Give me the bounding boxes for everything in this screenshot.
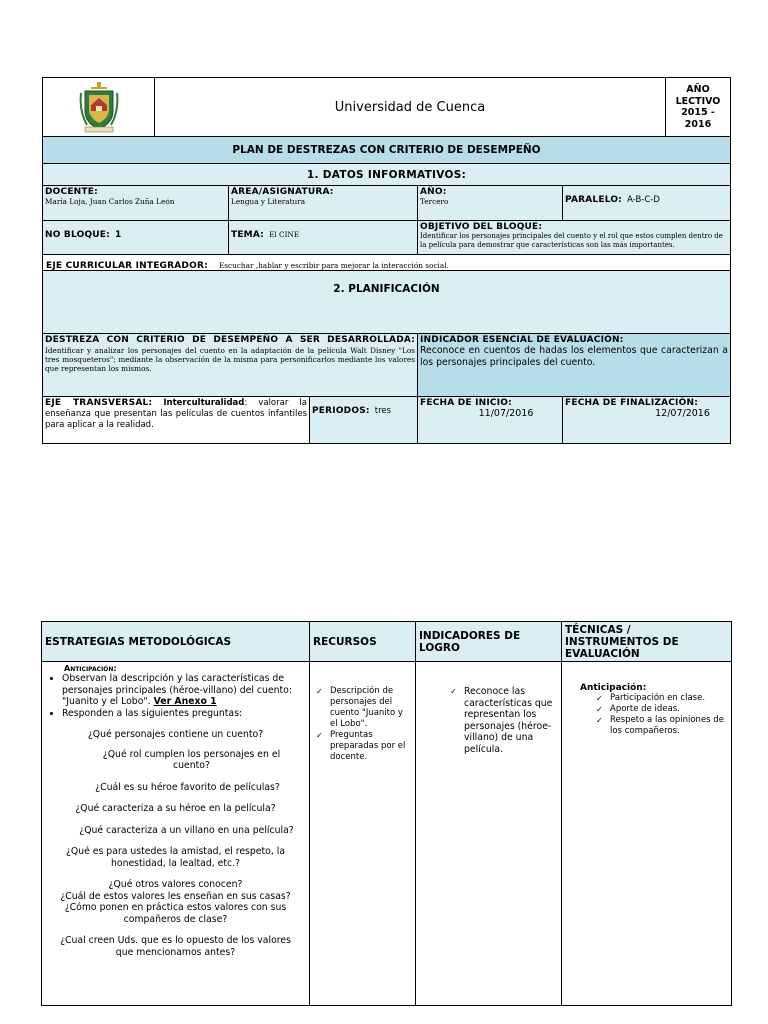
indicador-value: Reconoce en cuentos de hadas los elementos que caracterizan a los personajes principales del cuento. [420, 345, 728, 368]
fecha-inicio-label: FECHA DE INICIO: [420, 398, 512, 408]
indicadores-column [416, 662, 562, 1005]
periodos-cell [310, 397, 418, 443]
destreza-cell [43, 334, 418, 396]
bullet-text: Observan la descripción y las características de personajes principales (héroe-villano) del cuento: "Juanito y el Lobo". [62, 673, 292, 707]
area-value: Lengua y Literatura [231, 197, 306, 206]
question: ¿Cual creen Uds. que es lo opuesto de los valores que mencionamos antes? [60, 935, 291, 958]
objetivo-value: Identificar los personajes principales del cuento y el rol que estos cumplen dentro de la película para demostrar que características son las más importantes. [420, 232, 723, 249]
periodos-value: tres [374, 406, 392, 416]
strategies-body [42, 662, 731, 1005]
question: ¿Qué personajes contiene un cuento? [87, 729, 264, 740]
recursos-column [310, 662, 416, 1005]
header-indicadores: INDICADORES DE LOGRO [416, 622, 562, 661]
section-1-title: 1. DATOS INFORMATIVOS: [43, 164, 730, 186]
indicador-label: INDICADOR ESENCIAL DE EVALUACIÓN: [420, 335, 624, 345]
tecnicas-title: Anticipación: [580, 683, 647, 693]
eje-integrador-label: EJE CURRICULAR INTEGRADOR: [46, 261, 208, 271]
year-line: 2016 [684, 118, 712, 130]
header-row [43, 78, 730, 137]
anio-label: AÑO: [420, 187, 447, 197]
tecnicas-list [596, 693, 727, 737]
objetivo-cell [418, 221, 730, 254]
area-label: ÁREA/ASIGNATURA: [231, 187, 334, 197]
datos-row-1 [43, 186, 730, 221]
university-crest-icon [79, 81, 119, 133]
eje-integrador-value: Escuchar ,hablar y escribir para mejorar la interacción social. [218, 261, 449, 270]
fecha-fin-value: 12/07/2016 [655, 408, 710, 419]
anio-cell [418, 186, 563, 220]
strategies-table [41, 621, 732, 1006]
list-item: ✓ Participación en clase. [596, 693, 727, 704]
header-tecnicas: TÉCNICAS / INSTRUMENTOS DE EVALUACIÓN [562, 622, 731, 661]
tema-cell [229, 221, 418, 254]
list-item: ✓ Respeto a las opiniones de los compañeros. [596, 715, 727, 737]
fecha-inicio-cell [418, 397, 563, 443]
eje-transversal-label: EJE TRANSVERSAL: [45, 398, 153, 408]
eje-integrador-row [43, 255, 730, 271]
ver-anexo-link[interactable]: Ver Anexo 1 [153, 696, 217, 707]
year-line: AÑO [686, 84, 710, 95]
bloque-cell [43, 221, 229, 254]
datos-row-2 [43, 221, 730, 255]
bloque-label: NO BLOQUE: [45, 230, 110, 240]
indicadores-list [450, 686, 553, 755]
anticipacion-list [62, 673, 305, 719]
year-line: LECTIVO [675, 95, 721, 107]
paralelo-value: A-B-C-D [627, 195, 660, 205]
paralelo-label: PARALELO: [565, 195, 622, 205]
docente-value: María Loja, Juan Carlos Zuña León [45, 197, 175, 206]
periodos-label: PERIODOS: [312, 406, 370, 416]
question: ¿Cuál es su héroe favorito de películas? [95, 781, 280, 793]
indicador-cell [418, 334, 730, 396]
header-estrategias: ESTRATEGIAS METODOLÓGICAS [42, 622, 310, 661]
area-cell [229, 186, 418, 220]
section-2-title: 2. PLANIFICACIÓN [43, 271, 730, 334]
list-item: ✓ Descripción de personajes del cuento "Juanito y el Lobo". [316, 686, 411, 730]
tecnicas-column [562, 662, 731, 1005]
question: ¿Qué otros valores conocen? [108, 879, 243, 890]
docente-label: DOCENTE: [45, 187, 98, 197]
destreza-label: DESTREZA CON CRITERIO DE DESEMPEÑO A SER DESARROLLADA: [45, 335, 415, 345]
anticipacion-title: Anticipación: [64, 664, 117, 673]
recursos-list [316, 686, 411, 763]
academic-year [666, 78, 730, 136]
plan-table [42, 77, 731, 444]
fecha-inicio-value: 11/07/2016 [478, 408, 534, 419]
eje-integrador-cell [43, 253, 452, 272]
list-item: ✓ Aporte de ideas. [596, 704, 727, 715]
eje-transversal-row [43, 397, 730, 443]
question: ¿Qué caracteriza a un villano en una película? [79, 824, 294, 836]
destreza-value: Identificar y analizar los personajes del cuento en la adaptación de la película Walt Disney "Los tres mosqueteros"; mediante la observación de la misma para personificarlos mediante los valores que representan los mismos. [45, 346, 415, 373]
anio-value: Tercero [420, 197, 449, 206]
estrategias-column [42, 662, 310, 1005]
list-item [62, 673, 305, 708]
paralelo-cell [563, 186, 730, 220]
fecha-fin-cell [563, 397, 730, 443]
plan-title: PLAN DE DESTREZAS CON CRITERIO DE DESEMPEÑO [43, 137, 730, 164]
docente-cell [43, 186, 229, 220]
destreza-row [43, 334, 730, 397]
question: ¿Qué rol cumplen los personajes en el cuento? [102, 748, 281, 771]
year-line: 2015 - [681, 107, 715, 118]
strategies-header [42, 622, 731, 662]
bloque-value: 1 [115, 230, 122, 240]
list-item: ✓ Reconoce las características que representan los personajes (héroe-villano) de una película. [450, 686, 553, 755]
question: ¿Qué es para ustedes la amistad, el respeto, la honestidad, la lealtad, etc.? [65, 846, 286, 869]
university-name: Universidad de Cuenca [155, 78, 666, 136]
eje-transversal-cell [43, 397, 310, 443]
objetivo-label: OBJETIVO DEL BLOQUE: [420, 222, 543, 232]
question: ¿Cuál de estos valores les enseñan en sus casas? [60, 890, 291, 902]
question: ¿Qué caracteriza a su héroe en la película? [75, 803, 276, 814]
list-item: • Responden a las siguientes preguntas: [62, 708, 305, 720]
tema-label: TEMA: [231, 230, 264, 240]
university-logo [43, 78, 155, 136]
eje-transversal-topic: Interculturalidad [163, 398, 245, 408]
header-recursos: RECURSOS [310, 622, 416, 661]
tema-value: El CINE [269, 230, 300, 239]
list-item: ✓ Preguntas preparadas por el docente. [316, 730, 411, 763]
question: ¿Cómo ponen en práctica estos valores con sus compañeros de clase? [64, 902, 287, 925]
fecha-fin-label: FECHA DE FINALIZACIÓN: [565, 398, 698, 408]
eje-transversal-value: : valorar la enseñanza que presentan las películas de cuentos infantiles para aplicar a la realidad. [45, 398, 308, 430]
